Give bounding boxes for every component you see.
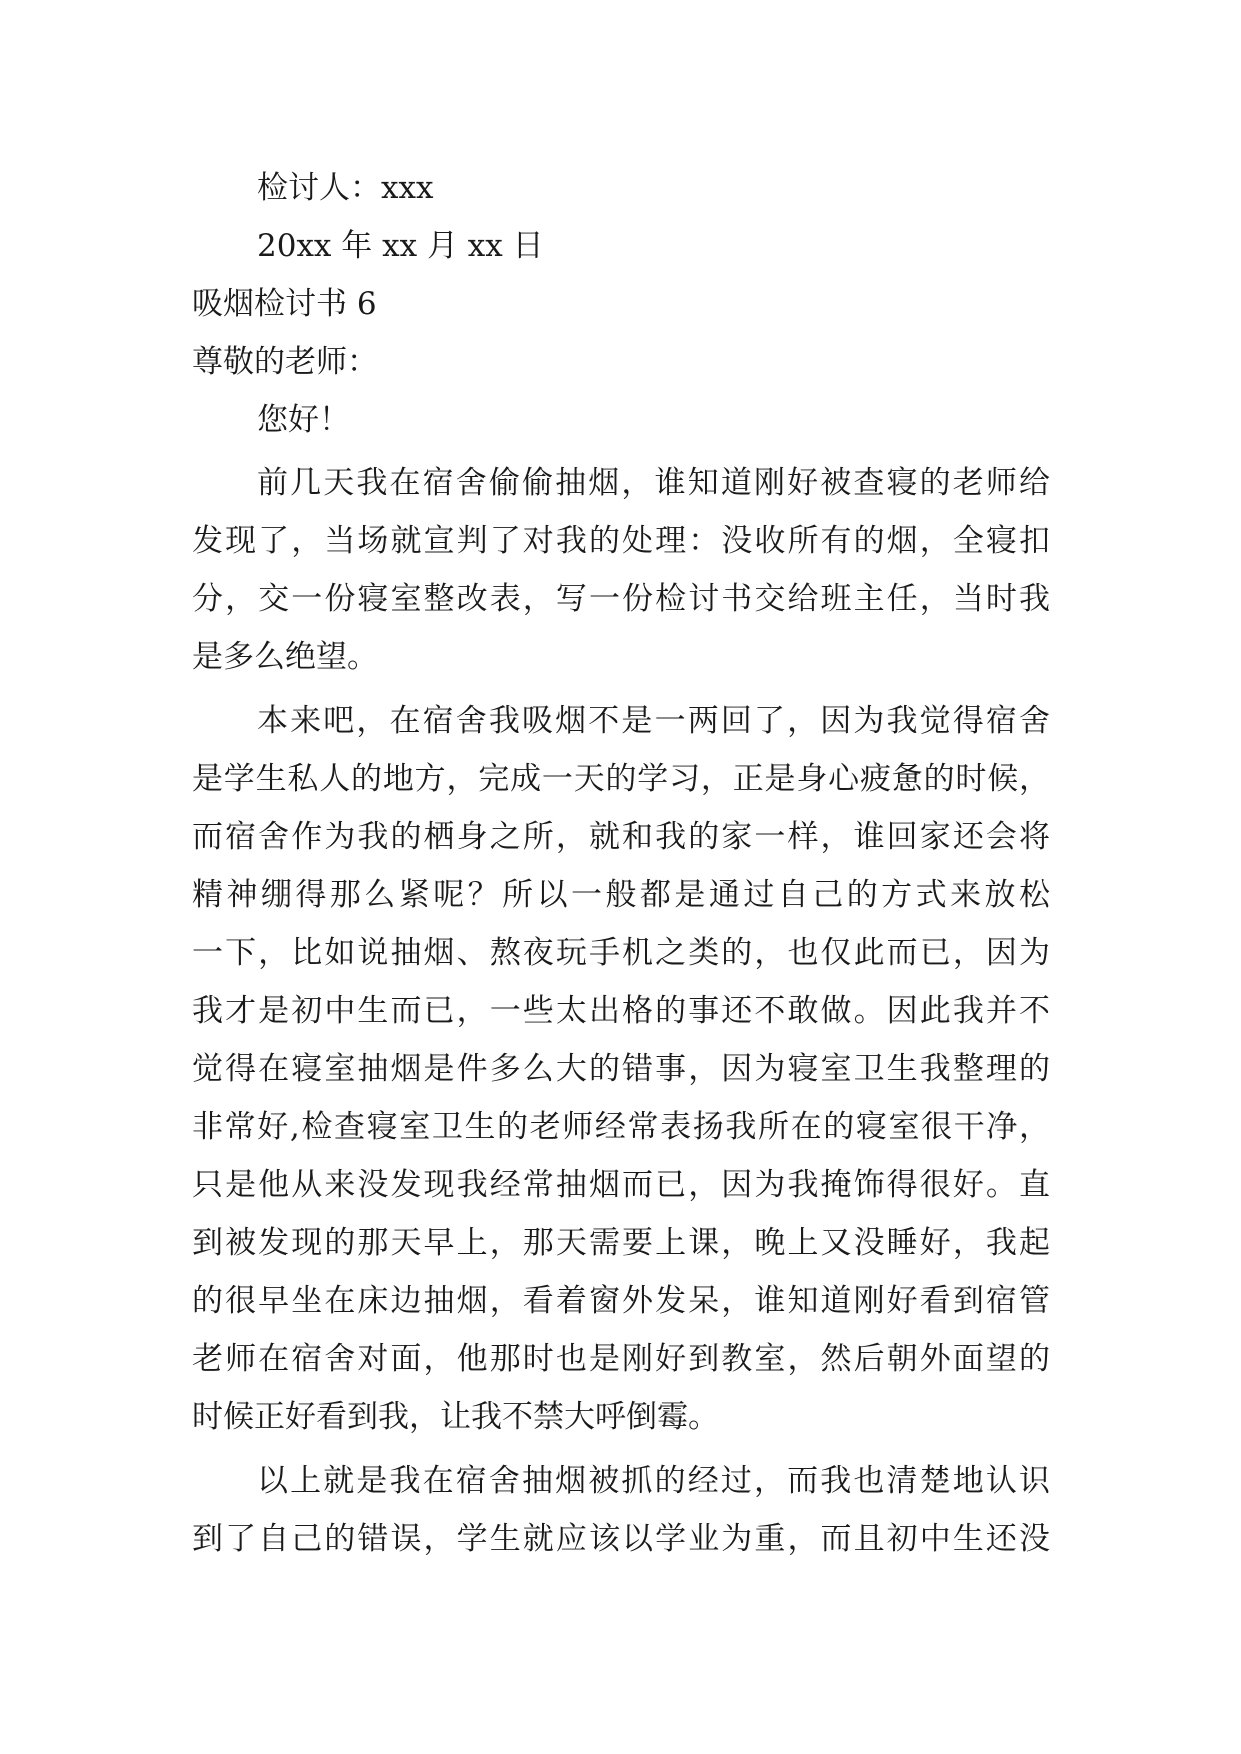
paragraph-line: 发现了，当场就宣判了对我的处理：没收所有的烟，全寝扣 xyxy=(192,523,1050,559)
paragraph-line: 非常好,检查寝室卫生的老师经常表扬我所在的寝室很干净， xyxy=(192,1109,1050,1145)
paragraph-line: 而宿舍作为我的栖身之所，就和我的家一样，谁回家还会将 xyxy=(192,819,1050,855)
greeting: 您好！ xyxy=(257,402,350,438)
paragraph-line: 到了自己的错误，学生就应该以学业为重，而且初中生还没 xyxy=(192,1521,1050,1557)
paragraph-line: 到被发现的那天早上，那天需要上课，晚上又没睡好，我起 xyxy=(192,1225,1050,1261)
paragraph-line: 以上就是我在宿舍抽烟被抓的经过，而我也清楚地认识 xyxy=(257,1463,1050,1499)
paragraph-line: 老师在宿舍对面，他那时也是刚好到教室，然后朝外面望的 xyxy=(192,1341,1050,1377)
paragraph-line: 一下，比如说抽烟、熬夜玩手机之类的，也仅此而已，因为 xyxy=(192,935,1050,971)
paragraph-line: 精神绷得那么紧呢？所以一般都是通过自己的方式来放松 xyxy=(192,877,1050,913)
signature-date: 20xx 年 xx 月 xx 日 xyxy=(257,228,544,264)
salutation: 尊敬的老师： xyxy=(192,344,378,380)
document-title: 吸烟检讨书 6 xyxy=(192,286,377,322)
paragraph-line: 本来吧，在宿舍我吸烟不是一两回了，因为我觉得宿舍 xyxy=(257,703,1050,739)
paragraph-line: 是学生私人的地方，完成一天的学习，正是身心疲惫的时候， xyxy=(192,761,1050,797)
paragraph-line: 是多么绝望。 xyxy=(192,639,378,675)
paragraph-line: 只是他从来没发现我经常抽烟而已，因为我掩饰得很好。直 xyxy=(192,1167,1050,1203)
paragraph-line: 分，交一份寝室整改表，写一份检讨书交给班主任，当时我 xyxy=(192,581,1050,617)
paragraph-line: 觉得在寝室抽烟是件多么大的错事，因为寝室卫生我整理的 xyxy=(192,1051,1050,1087)
paragraph-line: 的很早坐在床边抽烟，看着窗外发呆，谁知道刚好看到宿管 xyxy=(192,1283,1050,1319)
paragraph-line: 前几天我在宿舍偷偷抽烟，谁知道刚好被查寝的老师给 xyxy=(257,465,1050,501)
author-signature: 检讨人：xxx xyxy=(257,170,434,206)
paragraph-line: 时候正好看到我，让我不禁大呼倒霉。 xyxy=(192,1399,719,1435)
paragraph-line: 我才是初中生而已，一些太出格的事还不敢做。因此我并不 xyxy=(192,993,1050,1029)
